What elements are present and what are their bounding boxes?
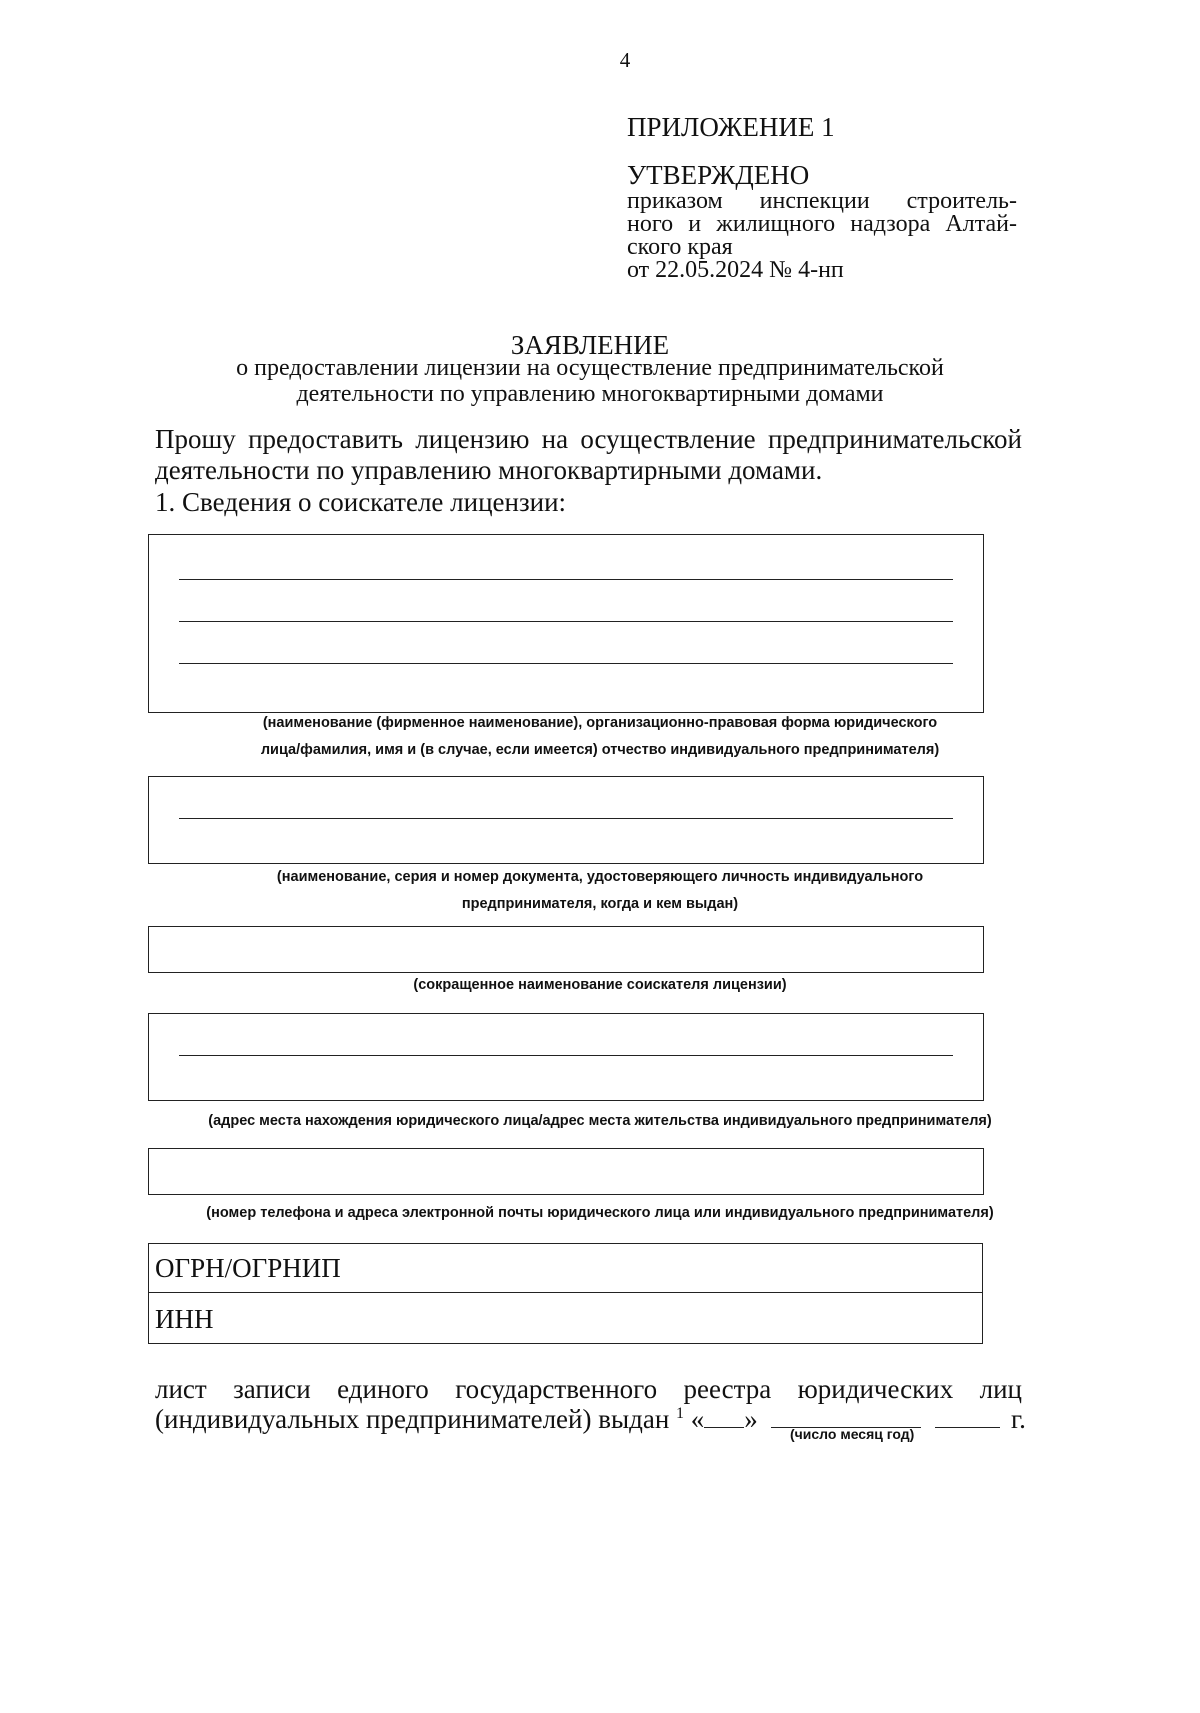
ogrn-label: ОГРН/ОГРНИП	[155, 1253, 341, 1283]
address-caption: (адрес места нахождения юридического лица/адрес места жительства индивидуального предпринимателя)	[208, 1113, 992, 1129]
appendix-label: ПРИЛОЖЕНИЕ 1	[627, 112, 835, 142]
date-caption: (число месяц год)	[790, 1426, 915, 1442]
registry-text: (индивидуальных предпринимателей) выдан	[155, 1404, 670, 1434]
month-blank[interactable]	[771, 1405, 921, 1428]
fill-line	[179, 1055, 953, 1056]
caption-line: (наименование, серия и номер документа, удостоверяющего личность индивидуального	[276, 869, 924, 885]
day-blank[interactable]	[704, 1405, 744, 1428]
inn-field[interactable]	[148, 1292, 983, 1344]
document-subtitle	[0, 355, 1180, 407]
order-line: ного и жилищного надзора Алтай-	[627, 211, 1017, 237]
registry-text-line: лист записи единого государственного реестра юридических лиц	[155, 1374, 1022, 1404]
contacts-caption: (номер телефона и адреса электронной почты юридического лица или индивидуального предпринимателя)	[206, 1205, 994, 1221]
short-name-field[interactable]	[148, 926, 984, 973]
request-text-line: деятельности по управлению многоквартирными домами.	[155, 455, 823, 485]
inn-label: ИНН	[155, 1304, 214, 1334]
order-line: ского края	[627, 234, 733, 260]
caption-line: (наименование (фирменное наименование), организационно-правовая форма юридического	[262, 715, 938, 731]
quote-open: «	[690, 1404, 705, 1434]
fill-line	[179, 621, 953, 622]
id-document-caption	[140, 864, 1060, 918]
document-title: ЗАЯВЛЕНИЕ	[510, 330, 670, 360]
ogrn-field[interactable]	[148, 1243, 983, 1293]
caption-line: предпринимателя, когда и кем выдан)	[461, 896, 739, 912]
order-line: приказом инспекции строитель-	[627, 188, 1017, 214]
footnote-marker: 1	[676, 1405, 685, 1422]
request-text-line: Прошу предоставить лицензию на осуществление предпринимательской	[155, 424, 1022, 454]
subtitle-line: деятельности по управлению многоквартирными домами	[296, 381, 884, 407]
contacts-field[interactable]	[148, 1148, 984, 1195]
caption-line: лица/фамилия, имя и (в случае, если имеется) отчество индивидуального предпринимателя)	[260, 742, 940, 758]
approved-label: УТВЕРЖДЕНО	[627, 160, 810, 190]
fill-line	[179, 818, 953, 819]
page-number: 4	[619, 48, 631, 72]
year-blank[interactable]	[935, 1405, 1000, 1428]
applicant-name-field[interactable]	[148, 534, 984, 713]
fill-line	[179, 579, 953, 580]
year-suffix: г.	[1011, 1404, 1026, 1434]
id-document-field[interactable]	[148, 776, 984, 864]
address-field[interactable]	[148, 1013, 984, 1101]
section-heading: 1. Сведения о соискателе лицензии:	[155, 487, 567, 517]
subtitle-line: о предоставлении лицензии на осуществление предпринимательской	[236, 355, 944, 381]
quote-close: »	[744, 1404, 758, 1434]
approval-order	[627, 190, 1017, 282]
applicant-name-caption	[140, 710, 1060, 764]
order-line: от 22.05.2024 № 4-нп	[627, 257, 844, 283]
fill-line	[179, 663, 953, 664]
short-name-caption: (сокращенное наименование соискателя лицензии)	[413, 977, 787, 993]
